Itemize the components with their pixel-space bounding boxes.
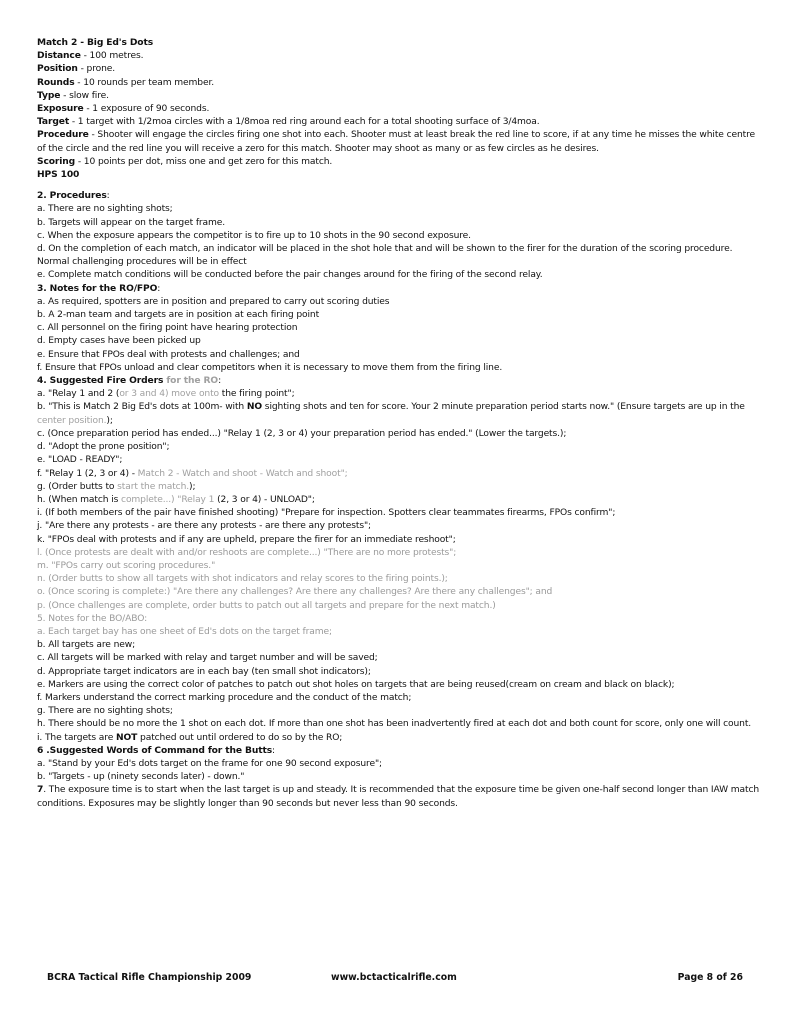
list-item: b. A 2-man team and targets are in position at each firing point — [37, 310, 320, 321]
ro-notes-heading: 3. Notes for the RO/FPO: — [37, 283, 161, 294]
fire-order-j: j. "Are there any protests - are there any protests - are there any protests"; — [37, 521, 372, 532]
match-rounds: Rounds - 10 rounds per team member. — [37, 77, 215, 88]
list-item: f. Markers understand the correct marking procedure and the conduct of the match; — [37, 692, 412, 703]
match-title: Match 2 - Big Ed's Dots — [37, 38, 154, 48]
list-item: h. There should be no more the 1 shot on each dot. If more than one shot has been inadvertently fired at each dot and both count for score, only one will count. — [37, 719, 752, 730]
list-item: a. There are no sighting shots; — [37, 204, 173, 215]
fire-order-p: p. (Once challenges are complete, order butts to patch out all targets and prepare for the next match.) — [37, 600, 496, 611]
document-page — [37, 37, 763, 811]
list-item: c. All personnel on the firing point have hearing protection — [37, 323, 298, 334]
fire-order-m: m. "FPOs carry out scoring procedures." — [37, 560, 216, 571]
list-item: e. Markers are using the correct color of patches to patch out shot holes on targets that are being reused(cream on cream and black on black); — [37, 679, 675, 690]
fire-order-o: o. (Once scoring is complete:) "Are there any challenges? Are there any challenges? Are there any challenges"; and — [37, 587, 553, 598]
match-position: Position - prone. — [37, 64, 116, 75]
list-item: b. Targets will appear on the target frame. — [37, 217, 226, 228]
match-type: Type - slow fire. — [37, 90, 109, 101]
fire-order-d: d. "Adopt the prone position"; — [37, 442, 170, 453]
match-hps: HPS 100 — [37, 170, 80, 181]
list-item: d. On the completion of each match, an indicator will be placed in the shot hole that and will be shown to the firer for the duration of the scoring procedure. Normal challenging procedures will be in effect — [37, 244, 733, 268]
match-distance: Distance - 100 metres. — [37, 51, 144, 62]
list-item: c. All targets will be marked with relay and target number and will be saved; — [37, 653, 378, 664]
fire-order-k: k. "FPOs deal with protests and if any are upheld, prepare the firer for an immediate reshoot"; — [37, 534, 456, 545]
page-footer — [47, 972, 743, 986]
match-target: Target - 1 target with 1/2moa circles with a 1/8moa red ring around each for a total shooting surface of 3/4moa. — [37, 117, 540, 128]
footer-title: BCRA Tactical Rifle Championship 2009 — [47, 972, 252, 983]
list-item: g. There are no sighting shots; — [37, 706, 173, 717]
exposure-note: 7. The exposure time is to start when the last target is up and steady. It is recommended that the exposure time be given one-half second longer than IAW match conditions. Exposures may be slightly longer than 90 seconds but never less than 90 seconds. — [37, 785, 760, 809]
footer-website: www.bctacticalrifle.com — [331, 972, 457, 983]
fire-order-f: f. "Relay 1 (2, 3 or 4) - Match 2 - Watch and shoot - Watch and shoot"; — [37, 468, 348, 479]
fire-order-c: c. (Once preparation period has ended...) "Relay 1 (2, 3 or 4) your preparation period has ended." (Lower the targets.); — [37, 428, 567, 439]
fire-orders-heading: 4. Suggested Fire Orders for the RO: — [37, 376, 222, 387]
list-item: a. Each target bay has one sheet of Ed's dots on the target frame; — [37, 626, 332, 637]
bo-notes-heading: 5. Notes for the BO/ABO: — [37, 613, 148, 624]
match-scoring: Scoring - 10 points per dot, miss one and get zero for this match. — [37, 156, 333, 167]
procedures-heading: 2. Procedures: — [37, 191, 110, 202]
list-item: b. All targets are new; — [37, 640, 136, 651]
list-item: e. Ensure that FPOs deal with protests and challenges; and — [37, 349, 300, 360]
fire-order-h: h. (When match is complete...) "Relay 1 (2, 3 or 4) - UNLOAD"; — [37, 494, 315, 505]
fire-order-n: n. (Order butts to show all targets with shot indicators and relay scores to the firing points.); — [37, 574, 448, 585]
list-item: e. Complete match conditions will be conducted before the pair changes around for the firing of the second relay. — [37, 270, 543, 281]
list-item: d. Empty cases have been picked up — [37, 336, 201, 347]
list-item: a. As required, spotters are in position and prepared to carry out scoring duties — [37, 296, 390, 307]
fire-order-g: g. (Order butts to start the match.); — [37, 481, 196, 492]
list-item: c. When the exposure appears the competitor is to fire up to 10 shots in the 90 second exposure. — [37, 230, 471, 241]
list-item: b. "Targets - up (ninety seconds later) - down." — [37, 772, 245, 783]
list-item: d. Appropriate target indicators are in each bay (ten small shot indicators); — [37, 666, 371, 677]
butts-heading: 6 .Suggested Words of Command for the Butts: — [37, 745, 275, 756]
list-item: a. "Stand by your Ed's dots target on the frame for one 90 second exposure"; — [37, 758, 382, 769]
footer-page-number: Page 8 of 26 — [677, 972, 743, 983]
match-exposure: Exposure - 1 exposure of 90 seconds. — [37, 104, 210, 115]
list-item: f. Ensure that FPOs unload and clear competitors when it is necessary to move them from the firing line. — [37, 362, 503, 373]
bo-note-i: i. The targets are NOT patched out until ordered to do so by the RO; — [37, 732, 343, 743]
fire-order-i: i. (If both members of the pair have finished shooting) "Prepare for inspection. Spotters clear teammates firearms, FPOs confirm"; — [37, 508, 616, 519]
fire-order-b: b. "This is Match 2 Big Ed's dots at 100m- with NO sighting shots and ten for score. Your 2 minute preparation period starts now." (Ensure targets are up in the center position.); — [37, 402, 745, 426]
fire-order-l: l. (Once protests are dealt with and/or reshoots are complete...) "There are no more protests"; — [37, 547, 457, 558]
match-procedure: Procedure - Shooter will engage the circles firing one shot into each. Shooter must at least break the red line to score, if at any time he misses the white centre of the circle and the red line you will receive a zero for this match. Shooter may shoot as many or as few circles as he desires. — [37, 130, 756, 154]
fire-order-e: e. "LOAD - READY"; — [37, 455, 123, 466]
fire-order-a: a. "Relay 1 and 2 (or 3 and 4) move onto the firing point"; — [37, 389, 295, 400]
